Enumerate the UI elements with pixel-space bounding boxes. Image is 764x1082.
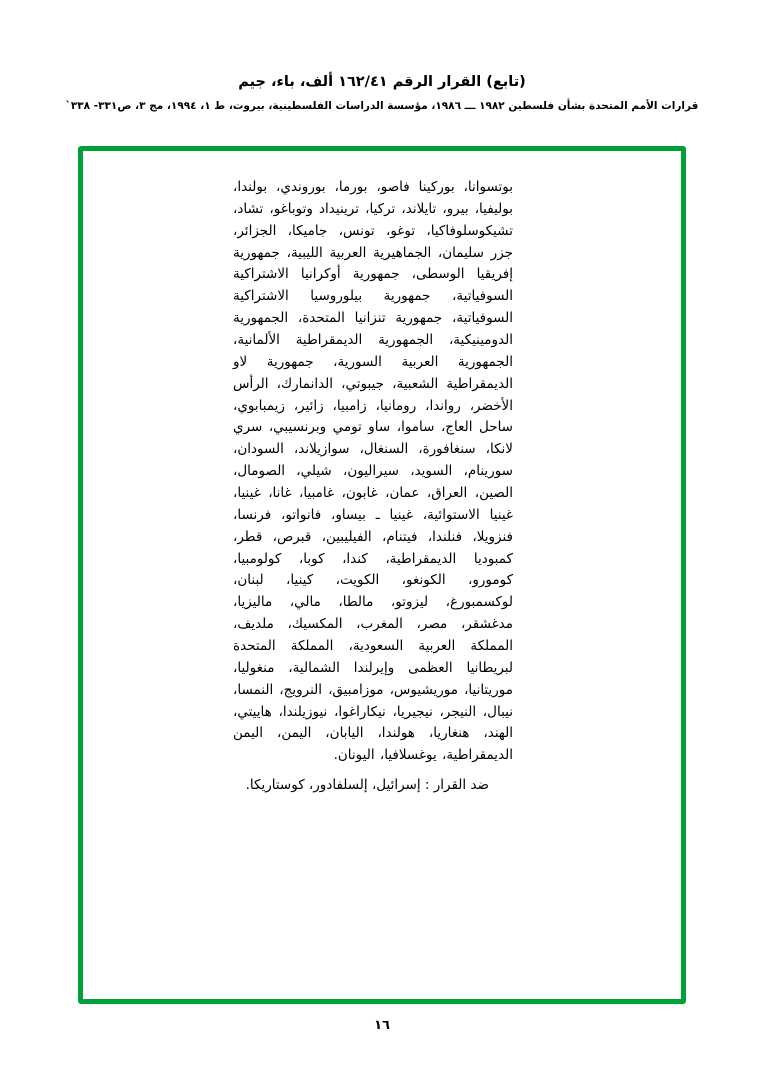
against-resolution-line: ضد القرار : إسرائيل، إلسلفادور، كوستاريكا. — [245, 777, 489, 793]
source-citation: قرارات الأمم المتحدة بشأن فلسطين ١٩٨٢ ـــ ١٩٨٦، مؤسسة الدراسات الفلسطينية، بيروت، ط ١، ١٩٩٤، مج ٣، ص٣٣١- ٣٣٨` — [65, 100, 699, 113]
page-title: (تابع) القرار الرقم ١٦٢/٤١ ألف، باء، جيم — [238, 74, 526, 90]
content-frame-overlay — [78, 146, 686, 1004]
against-resolution-wrapper — [233, 767, 513, 797]
page-header — [0, 0, 764, 114]
page-number: ١٦ — [374, 1018, 390, 1033]
body-paragraph: بوتسوانا، بوركينا فاصو، بورما، بوروندي، بولندا، بوليفيا، بيرو، تايلاند، تركيا، ترينيداد وتوباغو، تشاد، تشيكوسلوفاكيا، توغو، تونس، جاميكا، الجزائر، جزر سليمان، الجماهيرية العربية الليبية، جمهورية إفريقيا الوسطى، جمهورية أوكرانيا الاشتراكية السوفياتية، جمهورية بيلوروسيا الاشتراكية السوفياتية، جمهورية تنزانيا المتحدة، الجمهورية الدومينيكية، الجمهورية الديمقراطية الألمانية، الجمهورية العربية السورية، جمهورية لاو الديمقراطية الشعبية، جيبوتي، الدانمارك، الرأس الأخضر، رواندا، رومانيا، زامبيا، زائير، زيمبابوي، ساحل العاج، ساموا، ساو تومي وبرنسيبي، سري لانكا، سنغافورة، السنغال، سوازيلاند، السودان، سورينام، السويد، سيراليون، شيلي، الصومال، الصين، العراق، عمان، غابون، غامبيا، غانا، غينيا، غينيا الاستوائية، غينيا ـ بيساو، فانواتو، فرنسا، فنزويلا، فنلندا، فيتنام، الفيليبين، قبرص، قطر، كمبوديا الديمقراطية، كندا، كوبا، كولومبيا، كومورو، الكونغو، الكويت، كينيا، لبنان، لوكسمبورغ، ليزوتو، مالطا، مالي، ماليزيا، مدغشقر، مصر، المغرب، المكسيك، ملديف، المملكة العربية السعودية، المملكة المتحدة لبريطانيا العظمى وإيرلندا الشمالية، منغوليا، موريتانيا، موريشيوس، موزامبيق، النرويج، النمسا، نيبال، النيجر، نيجيريا، نيكاراغوا، نيوزيلندا، هاييتي، الهند، هنغاريا، هولندا، اليابان، اليمن، اليمن الديمقراطية، يوغسلافيا، اليونان. — [233, 179, 513, 764]
